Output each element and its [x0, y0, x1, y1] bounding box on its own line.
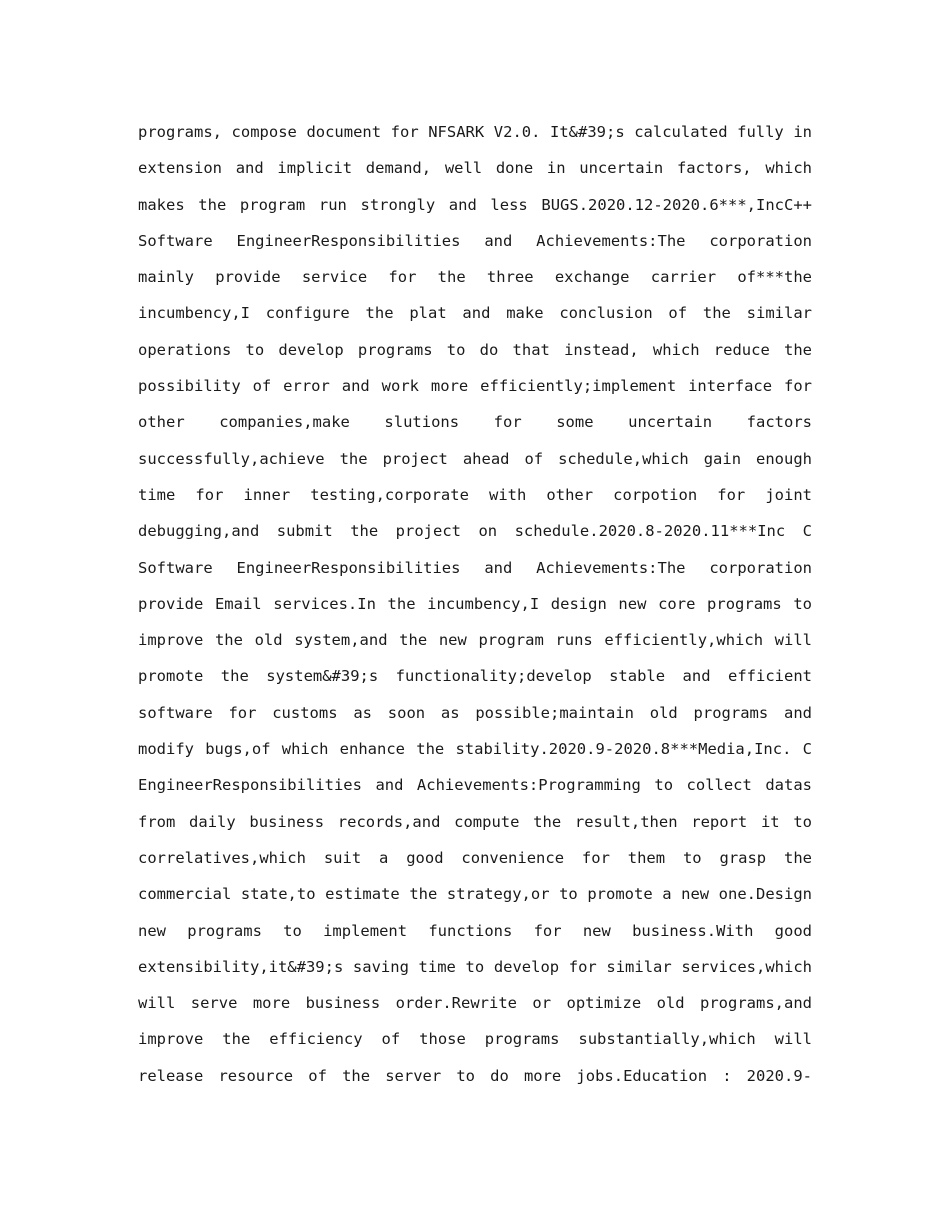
text-line: will serve more business order.Rewrite or optimize old programs,and: [138, 994, 812, 1013]
text-line: commercial state,to estimate the strategy,or to promote a new one.Design: [138, 885, 812, 904]
text-line: extensibility,it&#39;s saving time to develop for similar services,which: [138, 957, 812, 976]
text-line: possibility of error and work more efficiently;implement interface for: [138, 377, 812, 396]
text-line: improve the efficiency of those programs substantially,which will: [138, 1030, 812, 1049]
text-line: correlatives,which suit a good convenience for them to grasp the: [138, 848, 812, 867]
resume-body-text: [138, 114, 812, 1094]
text-line: provide Email services.In the incumbency,I design new core programs to: [138, 594, 812, 613]
text-line: incumbency,I configure the plat and make conclusion of the similar: [138, 304, 812, 323]
text-line: promote the system&#39;s functionality;develop stable and efficient: [138, 667, 812, 686]
text-line: release resource of the server to do more jobs.Education : 2020.9-: [138, 1066, 812, 1085]
text-line: Software EngineerResponsibilities and Achievements:The corporation: [138, 558, 812, 577]
text-line: other companies,make slutions for some uncertain factors: [138, 413, 812, 432]
text-line: software for customs as soon as possible;maintain old programs and: [138, 703, 812, 722]
text-line: improve the old system,and the new program runs efficiently,which will: [138, 631, 812, 650]
text-line: operations to develop programs to do that instead, which reduce the: [138, 340, 812, 359]
text-line: makes the program run strongly and less BUGS.2020.12-2020.6***,IncC++: [138, 195, 812, 214]
text-line: successfully,achieve the project ahead of schedule,which gain enough: [138, 449, 812, 468]
text-line: from daily business records,and compute the result,then report it to: [138, 812, 812, 831]
text-line: time for inner testing,corporate with other corpotion for joint: [138, 485, 812, 504]
text-line: programs, compose document for NFSARK V2.0. It&#39;s calculated fully in: [138, 123, 812, 141]
text-line: EngineerResponsibilities and Achievements:Programming to collect datas: [138, 776, 812, 795]
text-line: modify bugs,of which enhance the stability.2020.9-2020.8***Media,Inc. C: [138, 740, 812, 759]
text-line: debugging,and submit the project on schedule.2020.8-2020.11***Inc C: [138, 522, 812, 541]
text-line: new programs to implement functions for new business.With good: [138, 921, 812, 940]
text-line: Software EngineerResponsibilities and Achievements:The corporation: [138, 231, 812, 250]
text-line: mainly provide service for the three exchange carrier of***the: [138, 268, 812, 287]
text-line: extension and implicit demand, well done in uncertain factors, which: [138, 159, 812, 178]
